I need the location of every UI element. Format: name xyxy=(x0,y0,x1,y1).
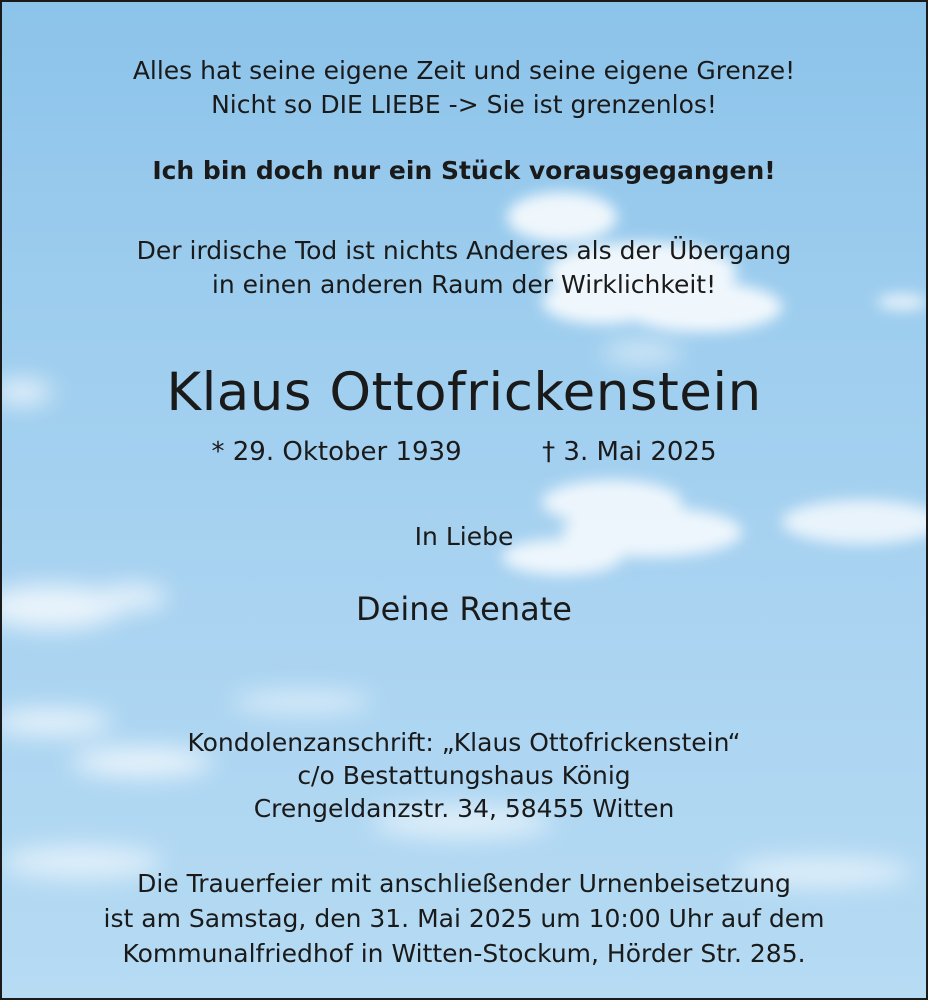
farewell-text: In Liebe xyxy=(414,522,514,551)
verse-line: Der irdische Tod ist nichts Anderes als der Übergang xyxy=(136,236,792,265)
verse-emphasis: Ich bin doch nur ein Stück vorausgegangen! xyxy=(152,156,776,185)
address-line: c/o Bestattungshaus König xyxy=(297,761,631,790)
verse-line: Nicht so DIE LIEBE -> Sie ist grenzenlos! xyxy=(211,90,717,119)
deceased-name: Klaus Ottofrickenstein xyxy=(166,362,762,423)
verse-closing xyxy=(2,234,926,302)
life-dates xyxy=(2,437,926,467)
verse-line: in einen anderen Raum der Wirklichkeit! xyxy=(211,270,717,299)
sky-background xyxy=(2,2,928,1000)
birth-date: * 29. Oktober 1939 xyxy=(211,437,462,467)
ceremony-line: Kommunalfriedhof in Witten-Stockum, Hörder Str. 285. xyxy=(122,939,806,968)
verse-line: Alles hat seine eigene Zeit und seine eigene Grenze! xyxy=(132,56,796,85)
ceremony-line: ist am Samstag, den 31. Mai 2025 um 10:00 Uhr auf dem xyxy=(103,904,825,933)
ceremony-line: Die Trauerfeier mit anschließender Urnenbeisetzung xyxy=(137,869,791,898)
death-date: † 3. Mai 2025 xyxy=(542,437,717,467)
verse-intro xyxy=(2,54,926,122)
address-line: Kondolenzanschrift: „Klaus Ottofrickenstein“ xyxy=(187,728,741,757)
ceremony-info xyxy=(2,866,926,971)
condolence-address xyxy=(2,726,926,825)
address-line: Crengeldanzstr. 34, 58455 Witten xyxy=(253,794,675,823)
signature: Deine Renate xyxy=(356,590,572,628)
